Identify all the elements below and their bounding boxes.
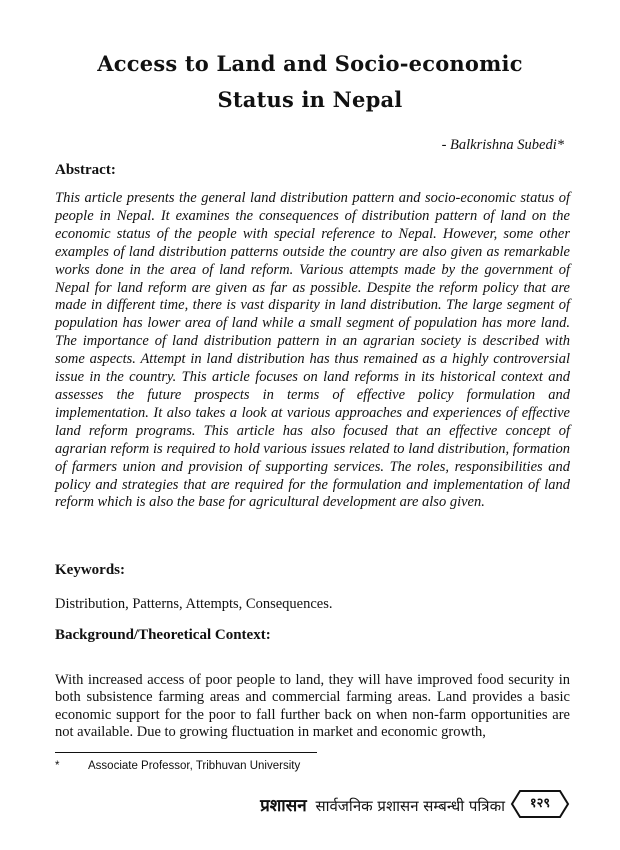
abstract-text: This article presents the general land distribution pattern and socio-economic status of people in Nepal. It examines the consequences of distribution pattern of land on the economic status of the people with special reference to Nepal. However, some other examples of land distribution patterns outside the country are also given as remarkable works done in the area of land reform. Various attempts made by the government of Nepal for land reform are given as far as possible. Despite the reform policy that are made in different time, there is vast disparity in land distribution. The large segment of population has lower area of land while a small segment of population has more land. The importance of land distribution pattern in an agrarian society is described with some aspects. Attempt in land distribution has thus remained as a highly controversial issue in the country. This article focuses on land reforms in its historical context and assesses the future prospects in terms of effective policy formulation and implementation. It also takes a look at various approaches and experiences of effective land reform programs. This article has also focused that an effective concept of agrarian reform is required to hold various issues related to land distribution, formation of farmers union and provision of supporting services. The roles, responsibilities and policy and strategies that are required for the formulation and implementation of land reform which is also the base for agricultural development are also given. <box>55 190 570 511</box>
keywords-heading: Keywords: <box>55 562 125 578</box>
footnote <box>55 760 300 772</box>
page-number: १२९ <box>529 796 551 811</box>
article-title-line-2: Status in Nepal <box>217 87 403 112</box>
footnote-divider <box>55 752 317 753</box>
background-paragraph: With increased access of poor people to land, they will have improved food security in both subsistence farming areas and commercial farming areas. Land provides a basic economic support for the poor to fall further back on when non-farm opportunities are not available. Due to growing fluctuation in market and economic growth, <box>55 672 570 741</box>
footnote-mark: * <box>55 760 60 772</box>
journal-brand: प्रशासन <box>260 796 307 816</box>
abstract-heading: Abstract: <box>55 162 116 178</box>
article-title-line-1: Access to Land and Socio-economic <box>97 51 523 76</box>
author-byline: - Balkrishna Subedi* <box>441 137 564 153</box>
journal-footer <box>260 793 505 816</box>
footnote-text: Associate Professor, Tribhuvan University <box>88 760 301 772</box>
background-heading: Background/Theoretical Context: <box>55 627 271 643</box>
keywords-text: Distribution, Patterns, Attempts, Consequences. <box>55 596 333 612</box>
journal-subtitle: सार्वजनिक प्रशासन सम्बन्धी पत्रिका <box>315 797 505 815</box>
